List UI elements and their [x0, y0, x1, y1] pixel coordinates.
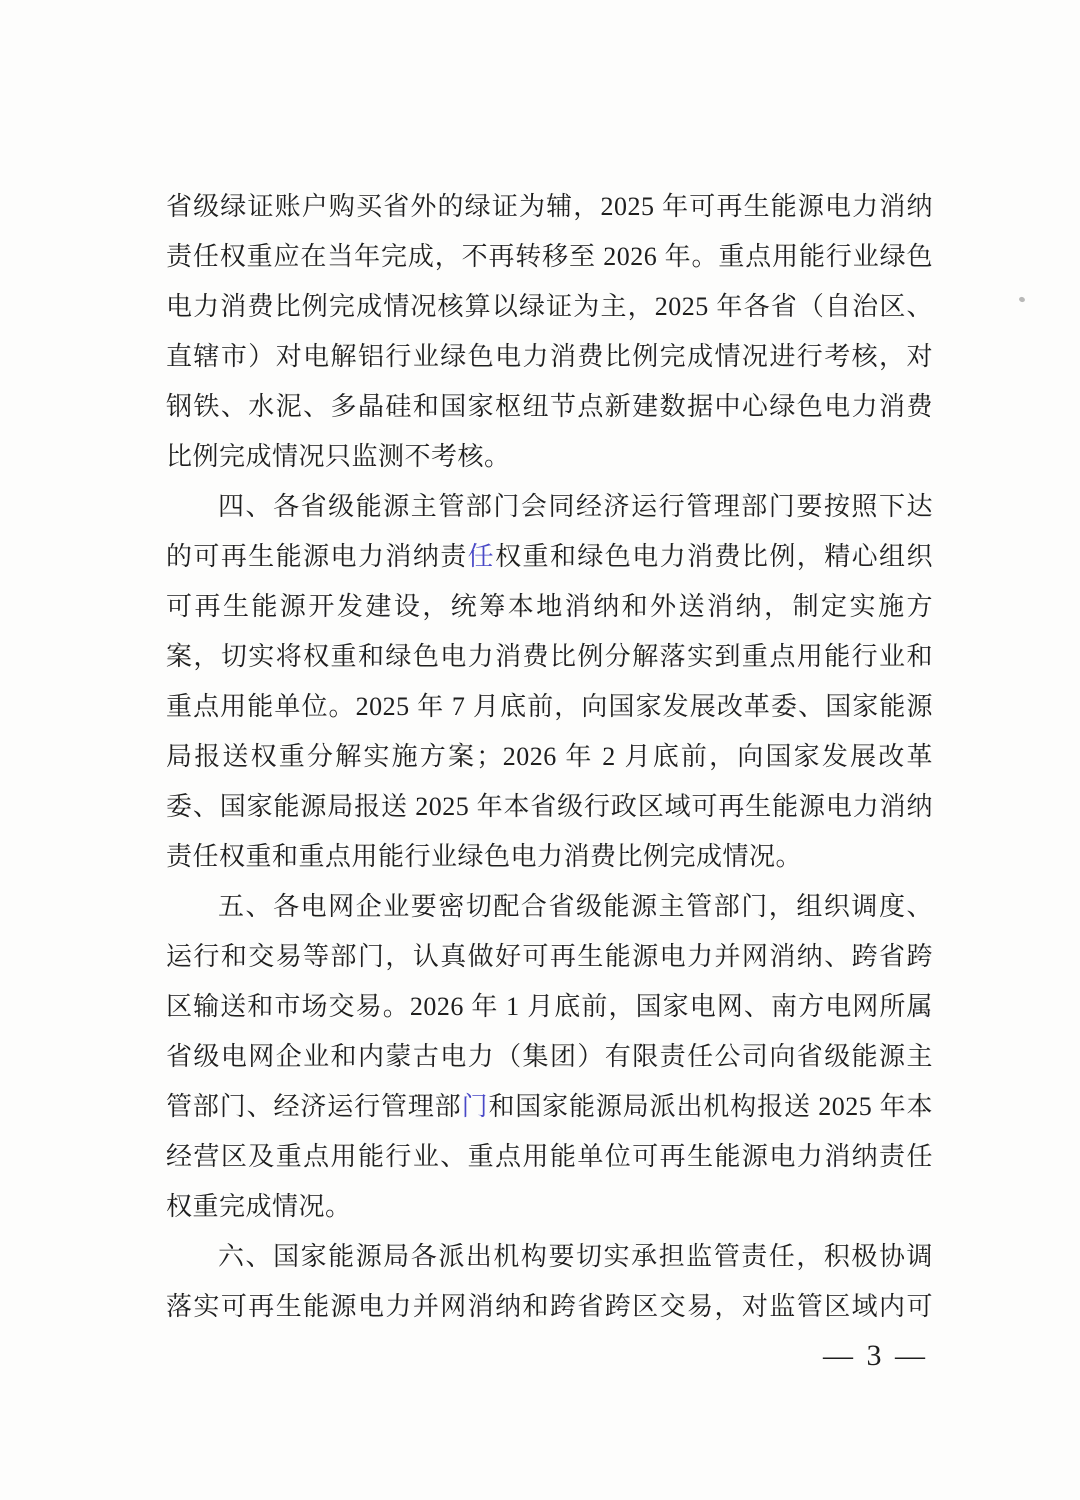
document-body: [166, 182, 933, 1332]
text-line: 可再生能源开发建设，统筹本地消纳和外送消纳，制定实施方: [166, 592, 933, 621]
scan-speck-artifact: [1018, 296, 1025, 303]
paragraph-continuation: [166, 182, 933, 482]
text-line: 责任权重应在当年完成，不再转移至 2026 年。重点用能行业绿色: [166, 242, 933, 271]
text-segment: 和国家能源局派出机构报送 2025 年本: [488, 1092, 933, 1121]
text-line: 案，切实将权重和绿色电力消费比例分解落实到重点用能行业和: [166, 642, 933, 671]
text-line: 重点用能单位。2025 年 7 月底前，向国家发展改革委、国家能源: [166, 692, 933, 721]
text-line: 钢铁、水泥、多晶硅和国家枢纽节点新建数据中心绿色电力消费: [166, 392, 933, 421]
paragraph-item-5: [166, 882, 933, 1232]
text-line: 省级绿证账户购买省外的绿证为辅，2025 年可再生能源电力消纳: [166, 192, 933, 221]
scan-tinted-character: 门: [461, 1092, 489, 1121]
page-number: — 3 —: [823, 1339, 928, 1372]
text-line: 六、国家能源局各派出机构要切实承担监管责任，积极协调: [218, 1242, 933, 1271]
text-line: 区输送和市场交易。2026 年 1 月底前，国家电网、南方电网所属: [166, 992, 933, 1021]
text-line: 运行和交易等部门，认真做好可再生能源电力并网消纳、跨省跨: [166, 942, 933, 971]
text-line: [166, 1082, 933, 1132]
text-line: 直辖市）对电解铝行业绿色电力消费比例完成情况进行考核，对: [166, 342, 933, 371]
text-line: 权重完成情况。: [166, 1192, 352, 1221]
paragraph-item-6: [166, 1232, 933, 1332]
text-line: 经营区及重点用能行业、重点用能单位可再生能源电力消纳责任: [166, 1142, 933, 1171]
text-line: 比例完成情况只监测不考核。: [166, 442, 511, 471]
text-line: 四、各省级能源主管部门会同经济运行管理部门要按照下达: [218, 492, 933, 521]
text-segment: 权重和绿色电力消费比例，精心组织: [495, 542, 933, 571]
scan-tinted-character: 任: [467, 542, 496, 571]
text-line: 局报送权重分解实施方案；2026 年 2 月底前，向国家发展改革: [166, 742, 933, 771]
text-line: 委、国家能源局报送 2025 年本省级行政区域可再生能源电力消纳: [166, 792, 933, 821]
text-line: [166, 532, 933, 582]
text-line: 省级电网企业和内蒙古电力（集团）有限责任公司向省级能源主: [166, 1042, 933, 1071]
text-line: 责任权重和重点用能行业绿色电力消费比例完成情况。: [166, 842, 803, 871]
text-line: 电力消费比例完成情况核算以绿证为主，2025 年各省（自治区、: [166, 292, 933, 321]
text-line: 落实可再生能源电力并网消纳和跨省跨区交易，对监管区域内可: [166, 1292, 933, 1321]
text-segment: 的可再生能源电力消纳责: [166, 542, 468, 571]
paragraph-item-4: [166, 482, 933, 882]
text-line: 五、各电网企业要密切配合省级能源主管部门，组织调度、: [218, 892, 933, 921]
text-segment: 管部门、经济运行管理部: [166, 1092, 462, 1121]
